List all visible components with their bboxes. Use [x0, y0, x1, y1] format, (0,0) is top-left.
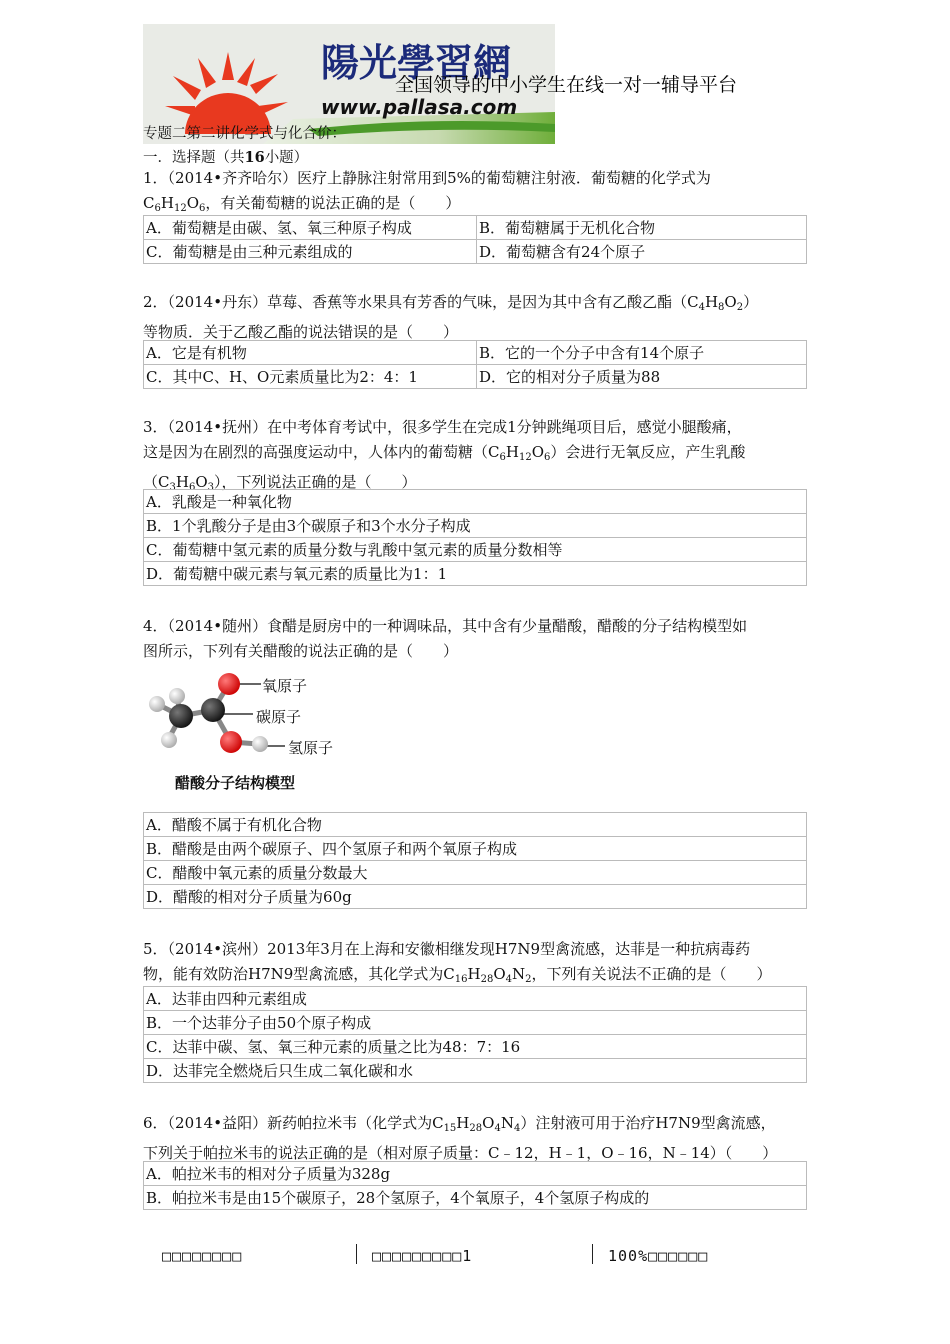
question-5-options — [143, 986, 807, 1083]
question-4-line1: 4．（2014•随州）食醋是厨房中的一种调味品，其中含有少量醋酸，醋酸的分子结构模型如 — [143, 617, 748, 635]
question-4-line2: 图所示，下列有关醋酸的说法正确的是（ ） — [143, 642, 459, 660]
question-3-options — [143, 489, 807, 586]
question-5-line1: 5．（2014•滨州）2013年3月在上海和安徽相继发现H7N9型禽流感，达菲是一种抗病毒药 — [143, 940, 751, 958]
formula: $C_3H_6O_3$ — [158, 473, 215, 493]
formula: $C_6H_{12}O_6$ — [143, 194, 206, 214]
option-a[interactable]: A．帕拉米韦的相对分子质量为328g — [144, 1162, 807, 1186]
carbon-atom-label: 碳原子 — [256, 708, 302, 726]
footer-middle: □□□□□□□□□1 — [372, 1247, 473, 1265]
option-d[interactable]: D．葡萄糖中碳元素与氧元素的质量比为1：1 — [144, 562, 807, 586]
option-b[interactable]: B．帕拉米韦是由15个碳原子，28个氢原子，4个氧原子，4个氢原子构成的 — [144, 1186, 807, 1210]
footer-left: □□□□□□□□ — [162, 1247, 243, 1265]
option-a[interactable]: A．葡萄糖是由碳、氢、氧三种原子构成 — [144, 216, 477, 240]
option-a[interactable]: A．醋酸不属于有机化合物 — [144, 813, 807, 837]
question-3-line1: 3．（2014•抚州）在中考体育考试中，很多学生在完成1分钟跳绳项目后，感觉小腿酸痛， — [143, 418, 742, 436]
option-a[interactable]: A．达菲由四种元素组成 — [144, 987, 807, 1011]
formula: $C_6H_{12}O_6$ — [488, 443, 551, 463]
question-6-options — [143, 1161, 807, 1210]
footer-divider — [592, 1244, 593, 1264]
formula: $C_{15}H_{28}O_4N_4$ — [432, 1114, 521, 1134]
question-5-line2: 物，能有效防治H7N9型禽流感，其化学式为$C_{16}H_{28}O_4N_2$，下列有关说法不正确的是（ ） — [143, 965, 772, 985]
question-3-line2: 这是因为在剧烈的高强度运动中，人体内的葡萄糖$(C_6H_{12}O_6)$会进行无氧反应，产生乳酸 — [143, 443, 746, 463]
logo-text: 陽光學習網 — [321, 40, 512, 85]
question-1-options — [143, 215, 807, 264]
question-2 — [143, 290, 809, 345]
question-4 — [143, 614, 809, 664]
option-c[interactable]: C．葡萄糖中氢元素的质量分数与乳酸中氢元素的质量分数相等 — [144, 538, 807, 562]
question-2-line1: 2．（2014•丹东）草莓、香蕉等水果具有芳香的气味，是因为其中含有乙酸乙酯$(C_4H_8O_2)$ — [143, 293, 759, 313]
question-3-line3: $(C_3H_6O_3)$，下列说法正确的是（ ） — [143, 473, 417, 493]
option-c[interactable]: C．醋酸中氧元素的质量分数最大 — [144, 861, 807, 885]
slogan: 全国领导的中小学生在线一对一辅导平台 — [395, 74, 738, 96]
option-c[interactable]: C．其中C、H、O元素质量比为2：4：1 — [144, 365, 477, 389]
hydrogen-atom-label: 氢原子 — [288, 739, 334, 757]
option-b[interactable]: B．醋酸是由两个碳原子、四个氢原子和两个氧原子构成 — [144, 837, 807, 861]
question-6 — [143, 1111, 809, 1166]
option-d[interactable]: D．它的相对分子质量为88 — [477, 365, 807, 389]
section-heading: 一．选择题（共16小题） — [143, 149, 309, 166]
option-b[interactable]: B．葡萄糖属于无机化合物 — [477, 216, 807, 240]
option-b[interactable]: B．1个乳酸分子是由3个碳原子和3个水分子构成 — [144, 514, 807, 538]
document-title: 专题二第二讲化学式与化合价： — [143, 126, 346, 142]
question-3 — [143, 415, 809, 500]
question-6-line2: 下列关于帕拉米韦的说法正确的是（相对原子质量：C﹣12，H﹣1，O﹣16，N﹣14）（ ） — [143, 1144, 778, 1162]
question-4-options — [143, 812, 807, 909]
footer-right: 100%□□□□□□ — [608, 1247, 709, 1265]
option-d[interactable]: D．醋酸的相对分子质量为60g — [144, 885, 807, 909]
option-b[interactable]: B．它的一个分子中含有14个原子 — [477, 341, 807, 365]
question-1-line2: $C_6H_{12}O_6$，有关葡萄糖的说法正确的是（ ） — [143, 194, 461, 214]
formula: $C_{16}H_{28}O_4N_2$ — [443, 965, 532, 985]
option-d[interactable]: D．葡萄糖含有24个原子 — [477, 240, 807, 264]
option-c[interactable]: C．达菲中碳、氢、氧三种元素的质量之比为48：7：16 — [144, 1035, 807, 1059]
option-d[interactable]: D．达菲完全燃烧后只生成二氧化碳和水 — [144, 1059, 807, 1083]
question-5 — [143, 937, 809, 992]
logo-url: www.pallasa.com — [321, 95, 518, 119]
option-c[interactable]: C．葡萄糖是由三种元素组成的 — [144, 240, 477, 264]
question-2-line2: 等物质．关于乙酸乙酯的说法错误的是（ ） — [143, 323, 459, 341]
question-6-line1: 6．（2014•益阳）新药帕拉米韦（化学式为$C_{15}H_{28}O_4N_4$）注射液可用于治疗H7N9型禽流感， — [143, 1114, 776, 1134]
figure-caption: 醋酸分子结构模型 — [175, 774, 296, 792]
question-1 — [143, 166, 809, 221]
option-a[interactable]: A．它是有机物 — [144, 341, 477, 365]
formula: $C_4H_8O_2$ — [687, 293, 744, 313]
question-1-line1: 1．（2014•齐齐哈尔）医疗上静脉注射常用到5%的葡萄糖注射液．葡萄糖的化学式为 — [143, 169, 711, 187]
question-2-options — [143, 340, 807, 389]
footer-divider — [356, 1244, 357, 1264]
option-a[interactable]: A．乳酸是一种氧化物 — [144, 490, 807, 514]
option-b[interactable]: B．一个达菲分子由50个原子构成 — [144, 1011, 807, 1035]
oxygen-atom-label: 氧原子 — [262, 677, 308, 695]
